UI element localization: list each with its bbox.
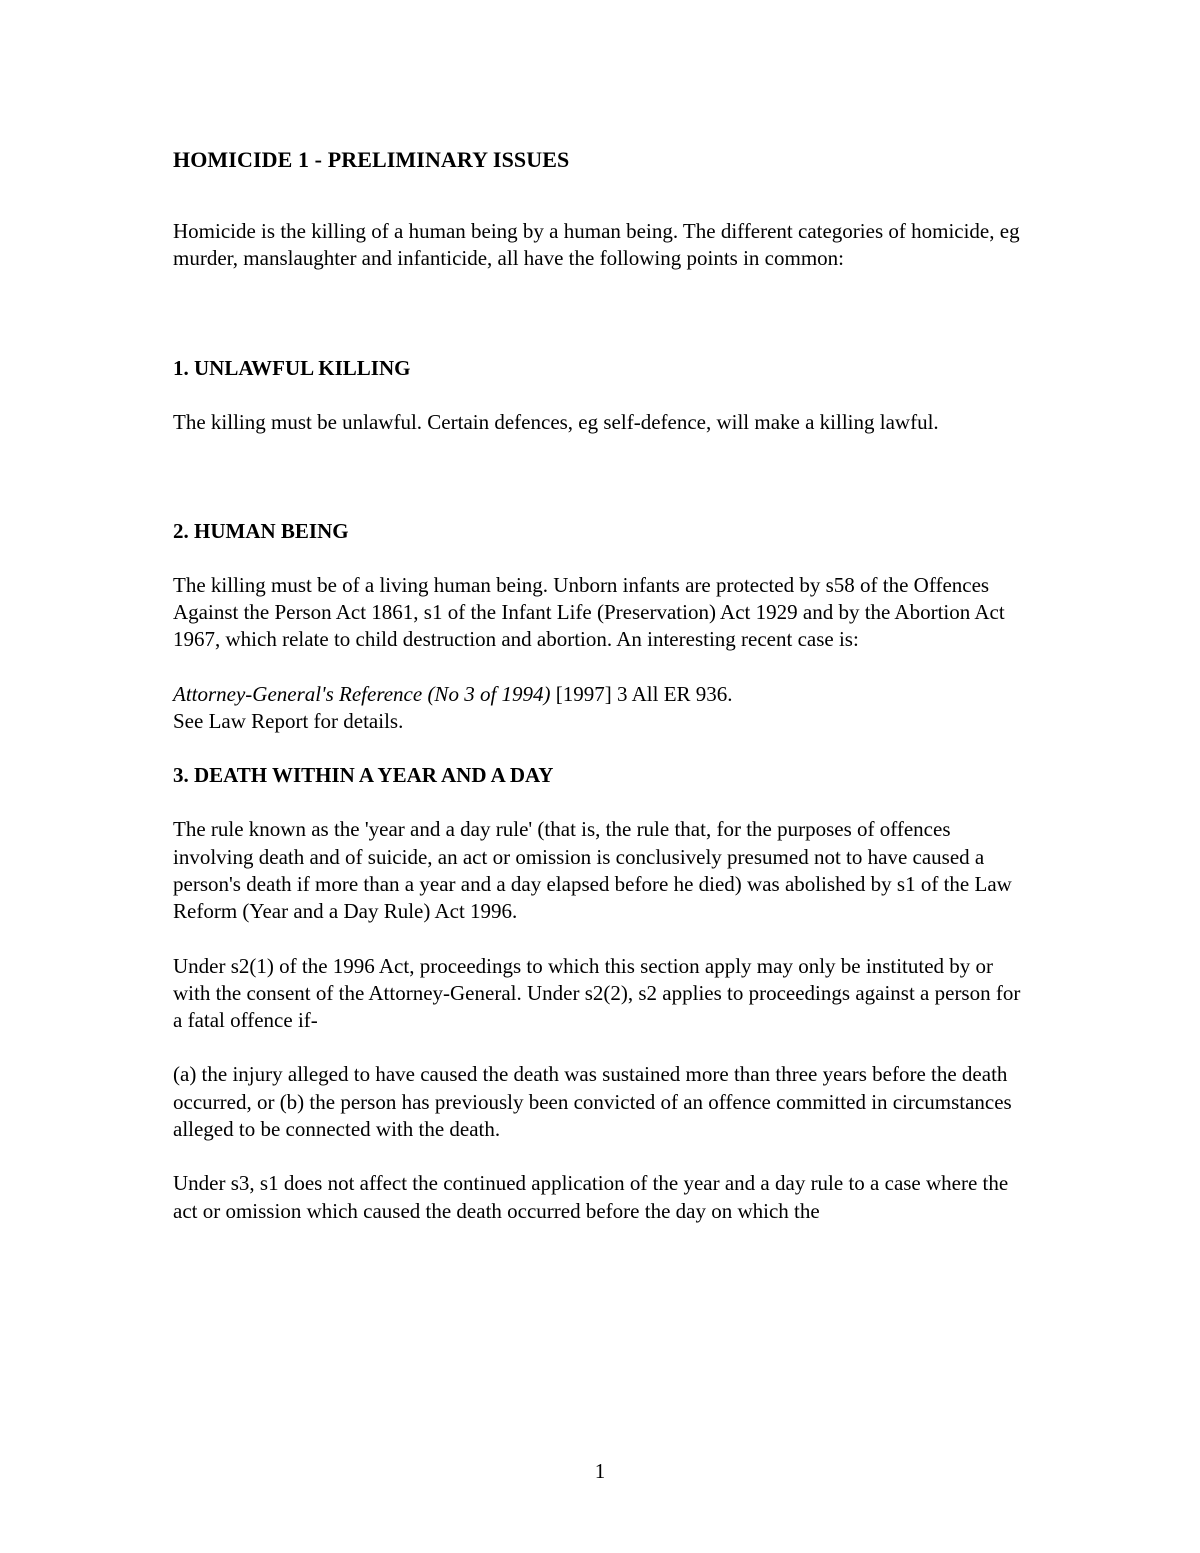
section-paragraph: Under s3, s1 does not affect the continued application of the year and a day rule to a case where the act or omission which caused the death occurred before the day on which the [173,1171,1009,1223]
document-body [173,146,1033,1252]
case-note: See Law Report for details. [173,709,404,734]
intro-paragraph: Homicide is the killing of a human being by a human being. The different categories of homicide, eg murder, manslaughter and infanticide, all have the following points in common: [173,219,1020,271]
case-name: Attorney-General's Reference (No 3 of 1994) [173,681,551,706]
section-paragraph: Under s2(1) of the 1996 Act, proceedings to which this section apply may only be instituted by or with the consent of the Attorney-General. Under s2(2), s2 applies to proceedings against a person for a fatal offence if- [173,953,1021,1033]
section-paragraph: (a) the injury alleged to have caused the death was sustained more than three years before the death occurred, or (b) the person has previously been convicted of an offence committed in circumstances alleged to be connected with the death. [173,1062,1012,1142]
section-paragraph: The killing must be of a living human being. Unborn infants are protected by s58 of the Offences Against the Person Act 1861, s1 of the Infant Life (Preservation) Act 1929 and by the Abortion Act 1967, which relate to child destruction and abortion. An interesting recent case is: [173,572,1005,652]
section-heading: 2. HUMAN BEING [173,518,349,543]
section-human-being [173,518,1033,735]
document-title: HOMICIDE 1 - PRELIMINARY ISSUES [173,147,570,172]
section-unlawful-killing [173,355,1033,436]
section-heading: 1. UNLAWFUL KILLING [173,355,411,380]
section-heading: 3. DEATH WITHIN A YEAR AND A DAY [173,763,554,788]
page-number: 1 [594,1459,606,1483]
case-citation: [1997] 3 All ER 936. [550,681,733,706]
section-paragraph: The rule known as the 'year and a day rule' (that is, the rule that, for the purposes of offences involving death and of suicide, an act or omission is conclusively presumed not to have caused a person's death if more than a year and a day elapsed before he died) was abolished by s1 of the Law Reform (Year and a Day Rule) Act 1996. [173,817,1012,924]
section-year-and-a-day [173,762,1033,1225]
case-reference [173,681,1033,736]
section-paragraph: The killing must be unlawful. Certain defences, eg self-defence, will make a killing lawful. [173,409,939,434]
